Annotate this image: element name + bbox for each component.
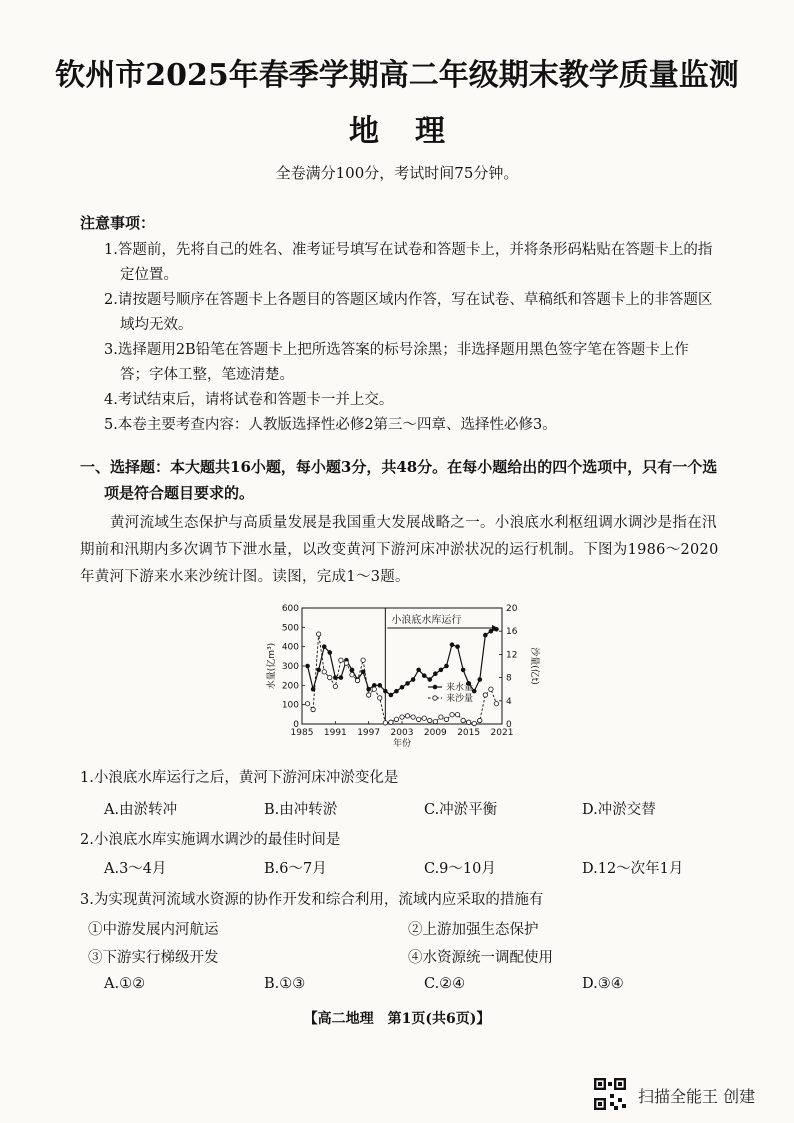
sediment-point bbox=[333, 684, 337, 688]
q2-option-d[interactable]: D.12～次年1月 bbox=[582, 861, 684, 877]
water-point bbox=[455, 644, 460, 649]
y-right-tick-label: 16 bbox=[506, 627, 518, 638]
sediment-point bbox=[461, 718, 465, 722]
x-tick-label: 1991 bbox=[323, 728, 347, 738]
sediment-point bbox=[455, 713, 459, 717]
water-point bbox=[416, 668, 421, 673]
sediment-point bbox=[378, 696, 382, 700]
runoff-sediment-chart bbox=[262, 600, 542, 749]
water-point bbox=[461, 668, 466, 673]
water-point bbox=[377, 683, 382, 688]
notice-heading: 注意事项： bbox=[80, 214, 156, 232]
sediment-point bbox=[322, 670, 326, 674]
water-point bbox=[350, 668, 355, 673]
sediment-point bbox=[400, 715, 404, 719]
notice-item: 5.本卷主要考查内容：人教版选择性必修2第三～四章、选择性必修3。 bbox=[104, 417, 557, 433]
notice-item: 1.答题前，先将自己的姓名、准考证号填写在试卷和答题卡上，并将条形码粘贴在答题卡上的指定位置。 bbox=[104, 242, 713, 283]
notice-item: 3.选择题用2B铅笔在答题卡上把所选答案的标号涂黑；非选择题用黑色签字笔在答题卡上作答；字体工整，笔迹清楚。 bbox=[104, 342, 689, 383]
water-point bbox=[383, 689, 388, 694]
water-point bbox=[439, 668, 444, 673]
water-point bbox=[305, 664, 310, 669]
sediment-point bbox=[350, 673, 354, 677]
intro-paragraph: 黄河流域生态保护与高质量发展是我国重大发展战略之一。小浪底水利枢纽调水调沙是指在汛期前和汛期内多次调节下泄水量，以改变黄河下游河床冲淤状况的运行机制。下图为1986～2020年黄河下游来水来沙统计图。读图，完成1～3题。 bbox=[80, 515, 719, 585]
sediment-point bbox=[328, 675, 332, 679]
water-point bbox=[316, 668, 321, 673]
score-info: 全卷满分100分，考试时间75分钟。 bbox=[275, 164, 519, 182]
q2-option-c[interactable]: C.9～10月 bbox=[424, 861, 496, 877]
sediment-point bbox=[372, 687, 376, 691]
watermark-text: 扫描全能王 创建 bbox=[638, 1087, 756, 1106]
q3-item-2: ②上游加强生态保护 bbox=[408, 922, 539, 938]
sediment-point bbox=[416, 717, 420, 721]
water-point bbox=[427, 677, 432, 682]
water-point bbox=[494, 627, 499, 632]
y-left-axis-label: 水量(亿m³) bbox=[267, 642, 277, 690]
water-point bbox=[477, 677, 482, 682]
subject-title: 地理 bbox=[349, 114, 481, 149]
legend-sediment-marker bbox=[433, 696, 437, 700]
sediment-point bbox=[361, 658, 365, 662]
y-right-axis-label: 沙量(亿t) bbox=[529, 647, 539, 685]
water-point bbox=[311, 687, 316, 692]
x-axis-label: 年份 bbox=[392, 739, 412, 749]
legend-water-label: 来水量 bbox=[446, 683, 474, 693]
y-left-tick-label: 500 bbox=[281, 623, 299, 634]
x-tick-label: 1997 bbox=[357, 728, 381, 738]
sediment-point bbox=[428, 718, 432, 722]
sediment-point bbox=[450, 713, 454, 717]
chart-svg bbox=[262, 600, 542, 749]
qr-code-icon bbox=[594, 1078, 626, 1110]
water-point bbox=[405, 681, 410, 686]
y-left-tick-label: 0 bbox=[293, 720, 299, 730]
question-2-stem: 2.小浪底水库实施调水调沙的最佳时间是 bbox=[80, 832, 341, 848]
y-left-tick-label: 300 bbox=[281, 662, 299, 672]
y-right-tick-label: 0 bbox=[506, 720, 512, 730]
water-point bbox=[483, 633, 488, 638]
sediment-point bbox=[444, 717, 448, 721]
notice-item: 2.请按题号顺序在答题卡上各题目的答题区域内作答，写在试卷、草稿纸和答题卡上的非答题区域均无效。 bbox=[104, 292, 713, 333]
sediment-point bbox=[311, 707, 315, 711]
notice-item: 4.考试结束后，请将试卷和答题卡一并上交。 bbox=[104, 392, 394, 408]
section-line-1: 一、选择题：本大题共16小题，每小题3分，共48分。在每小题给出的四个选项中，只有一个选 bbox=[80, 458, 718, 476]
sediment-point bbox=[494, 702, 498, 706]
y-left-tick-label: 600 bbox=[281, 604, 299, 614]
q3-item-4: ④水资源统一调配使用 bbox=[408, 950, 553, 966]
q3-option-c[interactable]: C.②④ bbox=[424, 976, 466, 992]
sediment-point bbox=[422, 716, 426, 720]
water-point bbox=[411, 677, 416, 682]
x-tick-label: 2015 bbox=[457, 728, 481, 738]
y-left-tick-label: 400 bbox=[281, 642, 299, 653]
water-point bbox=[489, 629, 494, 634]
y-left-tick-label: 200 bbox=[281, 681, 299, 692]
water-point bbox=[400, 685, 405, 690]
y-right-tick-label: 4 bbox=[506, 696, 512, 707]
water-point bbox=[366, 687, 371, 692]
y-right-tick-label: 8 bbox=[506, 673, 512, 684]
water-point bbox=[327, 650, 332, 655]
section-line-2: 项是符合题目要求的。 bbox=[104, 484, 255, 502]
y-right-tick-label: 12 bbox=[506, 650, 518, 661]
legend-water-marker bbox=[433, 685, 438, 690]
water-point bbox=[433, 671, 438, 676]
q2-option-b[interactable]: B.6～7月 bbox=[264, 861, 327, 877]
q1-option-a[interactable]: A.由淤转冲 bbox=[104, 802, 178, 818]
sediment-point bbox=[466, 720, 470, 724]
q3-item-1: ①中游发展内河航运 bbox=[88, 922, 219, 938]
sediment-point bbox=[411, 715, 415, 719]
water-point bbox=[394, 689, 399, 694]
y-left-tick-label: 100 bbox=[281, 700, 299, 711]
notice-list bbox=[104, 238, 714, 438]
sediment-point bbox=[366, 693, 370, 697]
sediment-point bbox=[383, 721, 387, 725]
water-point bbox=[333, 675, 338, 680]
sediment-point bbox=[339, 658, 343, 662]
q1-option-b[interactable]: B.由冲转淤 bbox=[264, 802, 338, 818]
sediment-point bbox=[478, 718, 482, 722]
y-right-tick-label: 20 bbox=[506, 604, 518, 614]
water-point bbox=[450, 642, 455, 647]
water-point bbox=[389, 693, 394, 698]
x-tick-label: 2009 bbox=[423, 728, 447, 738]
q1-option-c[interactable]: C.冲淤平衡 bbox=[424, 802, 498, 818]
q2-option-a[interactable]: A.3～4月 bbox=[104, 861, 167, 877]
legend-sediment-label: 来沙量 bbox=[446, 694, 474, 704]
sediment-point bbox=[483, 693, 487, 697]
q3-item-3: ③下游实行梯级开发 bbox=[88, 950, 219, 966]
water-point bbox=[322, 644, 327, 649]
q3-option-b[interactable]: B.①③ bbox=[264, 976, 306, 992]
q3-option-a[interactable]: A.①② bbox=[104, 976, 146, 992]
exam-title: 钦州市2025年春季学期高二年级期末教学质量监测 bbox=[55, 58, 739, 93]
x-tick-label: 1985 bbox=[290, 728, 314, 738]
sediment-point bbox=[439, 715, 443, 719]
page-footer: 【高二地理 第1页(共6页)】 bbox=[303, 1011, 491, 1027]
q3-option-d[interactable]: D.③④ bbox=[582, 976, 624, 992]
sediment-point bbox=[489, 687, 493, 691]
water-point bbox=[361, 670, 366, 675]
water-point bbox=[339, 675, 344, 680]
question-3-stem: 3.为实现黄河流域水资源的协作开发和综合利用，流域内应采取的措施有 bbox=[80, 892, 544, 908]
q1-option-d[interactable]: D.冲淤交替 bbox=[582, 802, 656, 818]
section-heading bbox=[80, 454, 720, 506]
water-point bbox=[422, 673, 427, 678]
sediment-point bbox=[344, 661, 348, 665]
question-1-stem: 1.小浪底水库运行之后，黄河下游河床冲淤变化是 bbox=[80, 770, 399, 786]
sediment-point bbox=[405, 714, 409, 718]
annotation-label: 小浪底水库运行 bbox=[391, 615, 462, 626]
sediment-point bbox=[355, 678, 359, 682]
sediment-point bbox=[394, 717, 398, 721]
sediment-point bbox=[433, 719, 437, 723]
scanner-watermark bbox=[594, 1078, 784, 1112]
sediment-point bbox=[472, 721, 476, 725]
sediment-point bbox=[316, 632, 320, 636]
x-tick-label: 2003 bbox=[390, 728, 414, 738]
water-point bbox=[444, 664, 449, 669]
sediment-point bbox=[389, 720, 393, 724]
x-tick-label: 2021 bbox=[490, 728, 514, 738]
sediment-point bbox=[305, 702, 309, 706]
